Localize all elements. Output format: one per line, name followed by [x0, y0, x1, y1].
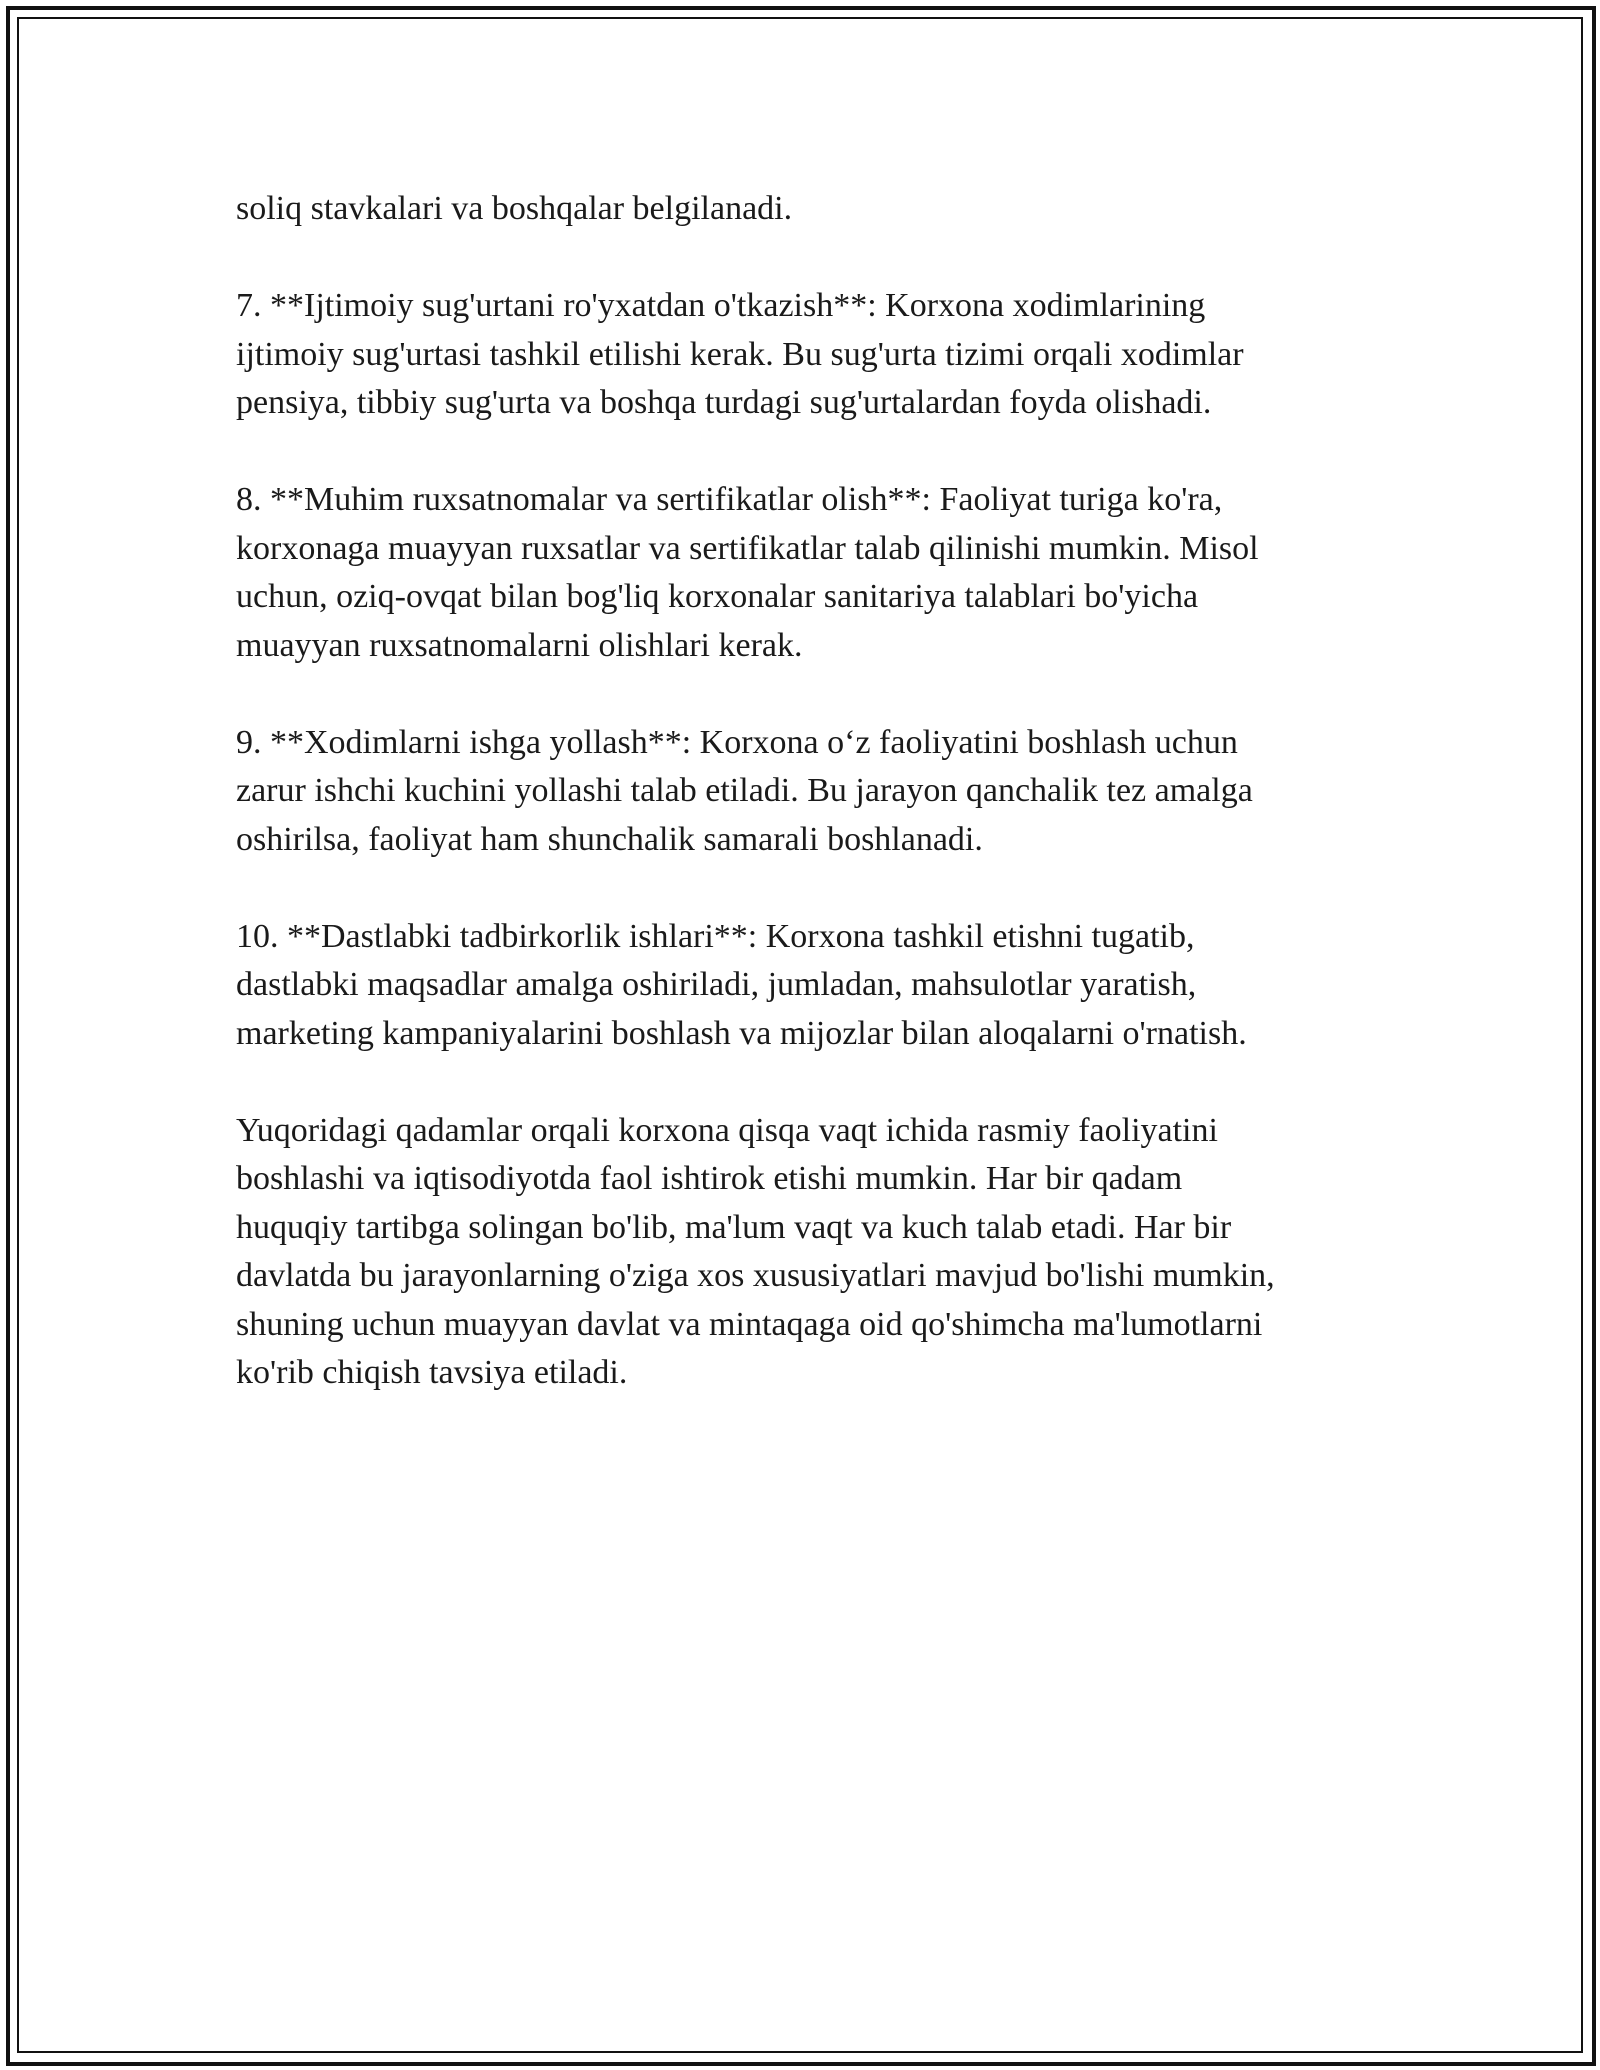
paragraph-item-8: 8. **Muhim ruxsatnomalar va sertifikatlar olish**: Faoliyat turiga ko'ra, korxonaga muayyan ruxsatlar va sertifikatlar talab qilinishi mumkin. Misol uchun, oziq-ovqat bilan bog'liq korxonalar sanitariya talablari bo'yicha muayyan ruxsatnomalarni olishlari kerak. — [236, 481, 1259, 664]
document-body — [236, 185, 1386, 1446]
paragraph-conclusion: Yuqoridagi qadamlar orqali korxona qisqa vaqt ichida rasmiy faoliyatini boshlashi va iqtisodiyotda faol ishtirok etishi mumkin. Har bir qadam huquqiy tartibga solingan bo'lib, ma'lum vaqt va kuch talab etadi. Har bir davlatda bu jarayonlarning o'ziga xos xususiyatlari mavjud bo'lishi mumkin, shuning uchun muayyan davlat va mintaqaga oid qo'shimcha ma'lumotlarni ko'rib chiqish tavsiya etiladi. — [236, 1111, 1275, 1391]
paragraph-continuation: soliq stavkalari va boshqalar belgilanadi. — [236, 190, 793, 227]
paragraph-item-9: 9. **Xodimlarni ishga yollash**: Korxona o‘z faoliyatini boshlash uchun zarur ishchi kuchini yollashi talab etiladi. Bu jarayon qanchalik tez amalga oshirilsa, faoliyat ham shunchalik samarali boshlanadi. — [236, 723, 1253, 858]
paragraph-item-10: 10. **Dastlabki tadbirkorlik ishlari**: Korxona tashkil etishni tugatib, dastlabki maqsadlar amalga oshiriladi, jumladan, mahsulotlar yaratish, marketing kampaniyalarini boshlash va mijozlar bilan aloqalarni o'rnatish. — [236, 917, 1247, 1052]
paragraph-item-7: 7. **Ijtimoiy sug'urtani ro'yxatdan o'tkazish**: Korxona xodimlarining ijtimoiy sug'urtasi tashkil etilishi kerak. Bu sug'urta tizimi orqali xodimlar pensiya, tibbiy sug'urta va boshqa turdagi sug'urtalardan foyda olishadi. — [236, 287, 1244, 421]
